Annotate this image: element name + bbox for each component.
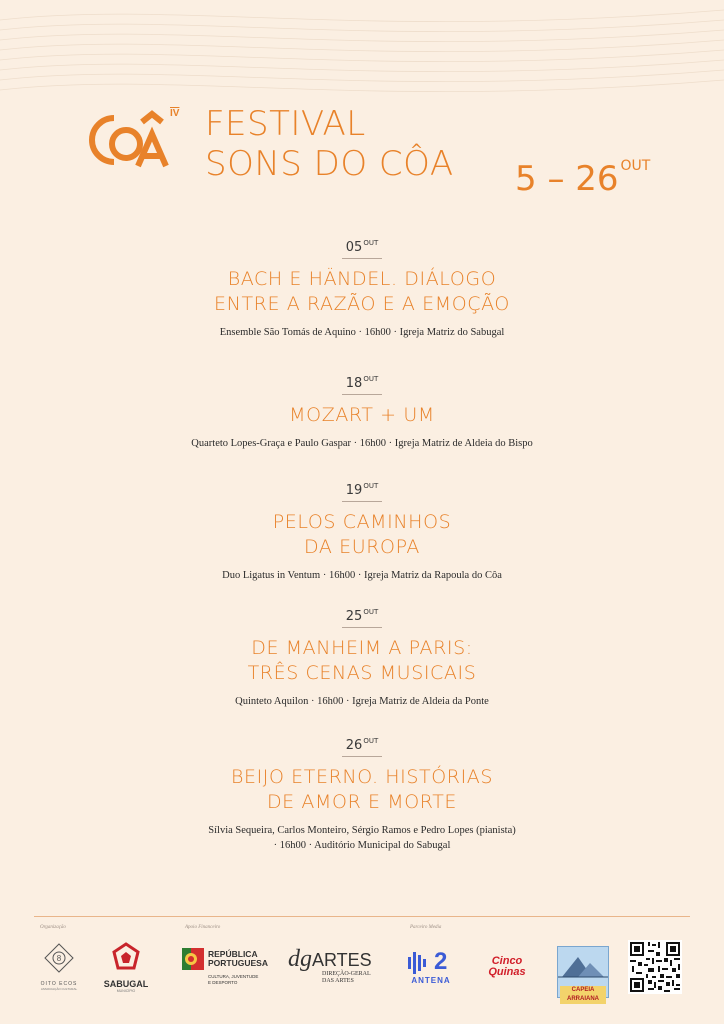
cinco-text: Cinco: [491, 955, 523, 967]
event-title-line: DE MANHEIM A PARIS:: [251, 637, 473, 659]
event-item: [0, 238, 724, 340]
event-info-line: Ensemble São Tomás de Aquino · 16h00 · Igreja Matriz do Sabugal: [219, 327, 505, 338]
republica-line2: PORTUGUESA: [208, 958, 268, 968]
event-title: [0, 510, 724, 560]
antena2-logo: [406, 940, 456, 1000]
event-title: [0, 267, 724, 317]
event-info: [0, 436, 724, 451]
antena-number: 2: [434, 948, 448, 975]
event-info: [0, 325, 724, 340]
sabugal-subtext: MUNICÍPIO: [116, 989, 136, 993]
coa-logo: [80, 100, 170, 180]
footer-divider: [34, 916, 690, 917]
event-info-line: Quinteto Aquilon · 16h00 · Igreja Matriz de Aldeia da Ponte: [235, 696, 489, 707]
event-month: OUT: [363, 482, 379, 490]
event-title: [0, 636, 724, 686]
republica-sub-line1: CULTURA, JUVENTUDE: [208, 974, 259, 979]
capeia-text: CAPEIA ARRAIANA: [560, 986, 606, 1004]
event-day: 05: [345, 240, 363, 255]
dgartes-prefix: dg: [288, 946, 312, 972]
event-day: 25: [345, 609, 363, 624]
dgartes-text: ARTES: [312, 950, 372, 970]
festival-title-line2: SONS DO CÔA: [205, 144, 454, 184]
cinco-quinas-logo: [476, 940, 538, 1000]
event-info: [0, 823, 724, 853]
event-item: [0, 481, 724, 583]
antena-bars-icon: [406, 949, 432, 975]
event-date: [342, 239, 382, 259]
dgartes-logo: [288, 940, 384, 1000]
event-date: [342, 737, 382, 757]
event-day: 19: [345, 483, 363, 498]
footer-label-organization: Organização: [40, 925, 66, 930]
capeia-arraiana-logo: [557, 946, 609, 1002]
event-item: [0, 374, 724, 451]
antena-text: ANTENA: [411, 976, 451, 985]
portugal-emblem-icon: [182, 948, 204, 970]
footer-label-media: Parceiro Media: [410, 925, 442, 930]
event-date: [342, 482, 382, 502]
event-item: [0, 607, 724, 709]
edition-numeral: $\overline{IV}$: [170, 108, 180, 119]
republica-sub-line2: E DESPORTO: [208, 980, 238, 985]
event-date: [342, 375, 382, 395]
sabugal-logo: [98, 940, 154, 1000]
svg-text:8: 8: [56, 954, 62, 963]
footer-label-support: Apoio Financeiro: [185, 925, 221, 930]
festival-date-month: OUT: [620, 158, 651, 174]
event-month: OUT: [363, 375, 379, 383]
event-info: [0, 694, 724, 709]
sabugal-mark-icon: [98, 940, 154, 974]
event-day: 18: [345, 376, 363, 391]
event-info: [0, 568, 724, 583]
oito-ecos-subtext: ASSOCIAÇÃO CULTURAL: [40, 987, 78, 991]
event-info-line: · 16h00 · Auditório Municipal do Sabugal: [273, 840, 451, 851]
event-info-line: Sílvia Sequeira, Carlos Monteiro, Sérgio Ramos e Pedro Lopes (pianista): [208, 825, 516, 836]
oito-ecos-logo: [38, 940, 80, 1000]
festival-title-line1: FESTIVAL: [205, 104, 366, 144]
event-info-line: Duo Ligatus in Ventum · 16h00 · Igreja Matriz da Rapoula do Côa: [222, 570, 502, 581]
event-title: [0, 403, 724, 428]
event-month: OUT: [363, 239, 379, 247]
republica-line1: REPÚBLICA: [208, 949, 258, 959]
qr-code[interactable]: [628, 940, 682, 994]
capeia-image-icon: [558, 947, 608, 981]
event-title-line: DA EUROPA: [303, 536, 421, 558]
sabugal-text: SABUGAL: [103, 979, 149, 989]
event-title-line: TRÊS CENAS MUSICAIS: [247, 662, 477, 684]
event-month: OUT: [363, 737, 379, 745]
festival-title: [205, 104, 454, 184]
event-title-line: MOZART + UM: [289, 404, 435, 426]
quinas-text: Quinas: [488, 966, 526, 978]
event-title-line: PELOS CAMINHOS: [272, 511, 452, 533]
dgartes-sub-line2: DAS ARTES: [322, 978, 354, 984]
event-title: [0, 765, 724, 815]
festival-date-range: 5 – 26: [515, 159, 619, 199]
festival-dates: [515, 146, 650, 199]
festival-header: [0, 0, 724, 200]
event-title-line: DE AMOR E MORTE: [266, 791, 458, 813]
event-title-line: ENTRE A RAZÃO E A EMOÇÃO: [214, 293, 510, 315]
event-item: [0, 736, 724, 853]
event-month: OUT: [363, 608, 379, 616]
event-title-line: BEIJO ETERNO. HISTÓRIAS: [230, 766, 494, 788]
dgartes-sub-line1: DIREÇÃO-GERAL: [322, 971, 371, 977]
oito-ecos-text: OITO ECOS: [40, 981, 78, 987]
oito-ecos-mark-icon: [38, 940, 80, 976]
event-day: 26: [345, 738, 363, 753]
event-info-line: Quarteto Lopes-Graça e Paulo Gaspar · 16h00 · Igreja Matriz de Aldeia do Bispo: [191, 438, 533, 449]
event-date: [342, 608, 382, 628]
republica-portuguesa-logo: [182, 940, 272, 1000]
event-title-line: BACH E HÄNDEL. DIÁLOGO: [227, 268, 497, 290]
